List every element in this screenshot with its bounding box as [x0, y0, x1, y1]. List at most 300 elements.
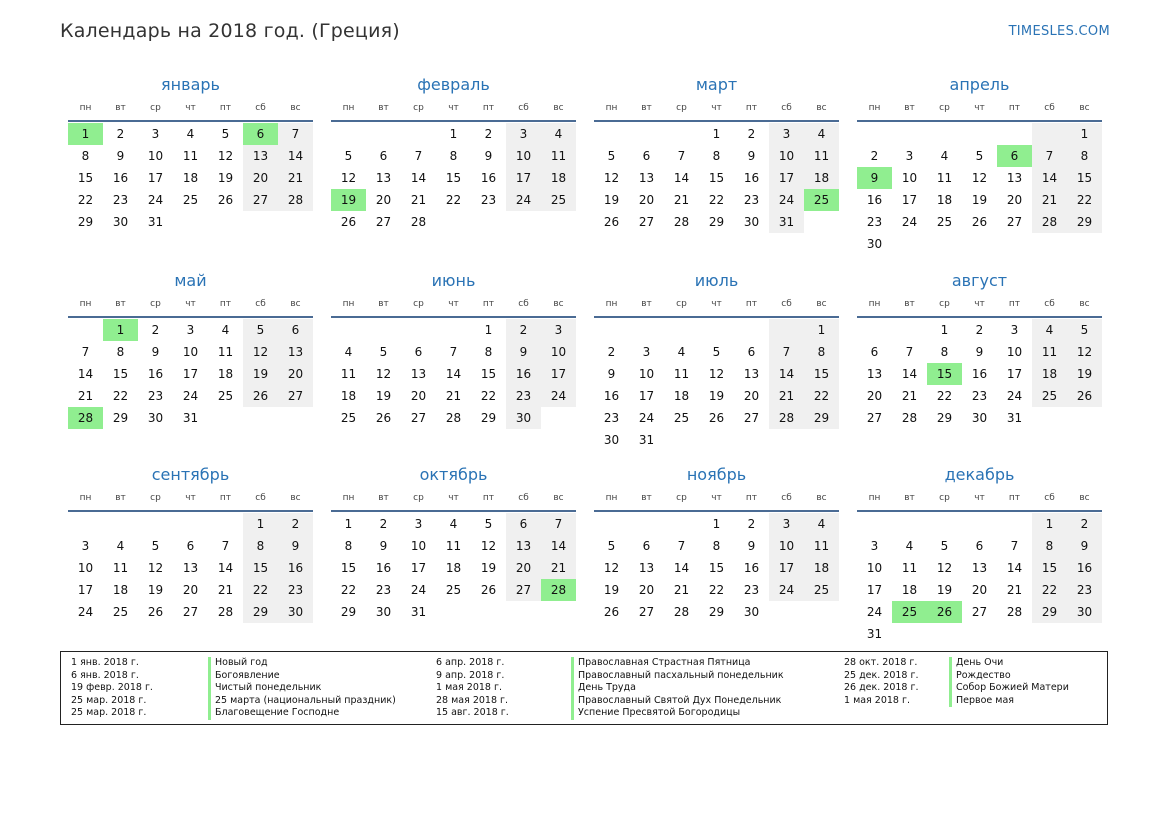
empty-day-cell	[594, 123, 629, 145]
day-cell: 5	[607, 149, 616, 163]
week-row	[331, 123, 576, 145]
holiday-dates-column	[71, 657, 153, 720]
weekday-label: сб	[518, 493, 529, 503]
day-cell: 31	[866, 627, 883, 641]
week-row	[857, 601, 1102, 623]
week-row	[331, 385, 576, 407]
day-cell: 29	[112, 411, 129, 425]
day-cell: 10	[506, 145, 541, 167]
week-row	[857, 211, 1102, 233]
day-cell: 2	[975, 323, 984, 337]
day-cell: 7	[81, 345, 90, 359]
week-row	[594, 167, 839, 189]
empty-day-cell	[366, 123, 401, 145]
day-cell: 26	[147, 605, 164, 619]
day-cell: 20	[1006, 193, 1023, 207]
day-cell: 12	[217, 149, 234, 163]
empty-day-cell	[1067, 407, 1102, 429]
week-row	[68, 363, 313, 385]
day-cell: 7	[769, 341, 804, 363]
empty-day-cell	[769, 601, 804, 623]
day-cell: 19	[243, 363, 278, 385]
holiday-name: Богоявление	[208, 670, 396, 683]
weekday-label: ср	[413, 103, 424, 113]
day-cell: 11	[901, 561, 918, 575]
day-cell: 3	[769, 123, 804, 145]
day-cell: 29	[936, 411, 953, 425]
empty-day-cell	[699, 319, 734, 341]
weekday-label: пт	[219, 493, 232, 503]
week-row	[594, 429, 839, 451]
holiday-date: 1 мая 2018 г.	[844, 694, 910, 706]
weekday-label: пт	[482, 299, 495, 309]
day-cell: 28	[1006, 605, 1023, 619]
holiday-dates-column	[844, 657, 919, 707]
day-cell: 6	[642, 149, 651, 163]
day-cell: 2	[747, 517, 756, 531]
weekday-label: вс	[553, 103, 564, 113]
day-cell: 4	[804, 513, 839, 535]
week-row	[857, 233, 1102, 255]
day-cell: 28	[673, 215, 690, 229]
empty-day-cell	[173, 211, 208, 233]
day-cell: 17	[147, 171, 164, 185]
day-cell: 2	[870, 149, 879, 163]
day-cell: 7	[677, 149, 686, 163]
day-cell: 22	[936, 389, 953, 403]
day-cell: 19	[603, 583, 620, 597]
week-row	[331, 341, 576, 363]
weekday-label: чт	[448, 299, 459, 309]
day-cell: 9	[607, 367, 616, 381]
empty-day-cell	[892, 319, 927, 341]
day-cell: 12	[936, 561, 953, 575]
day-cell: 22	[708, 583, 725, 597]
day-cell: 14	[77, 367, 94, 381]
day-cell: 6	[642, 539, 651, 553]
weekday-label: чт	[711, 299, 722, 309]
day-cell: 20	[278, 363, 313, 385]
day-cell: 19	[971, 193, 988, 207]
months-grid	[68, 74, 1102, 660]
day-cell: 24	[182, 389, 199, 403]
empty-day-cell	[629, 513, 664, 535]
day-cell: 1	[1067, 123, 1102, 145]
day-cell: 20	[182, 583, 199, 597]
day-cell: 26	[603, 605, 620, 619]
day-cell: 2	[151, 323, 160, 337]
weekday-label: ср	[676, 493, 687, 503]
day-cell: 26	[340, 215, 357, 229]
weekday-label: сб	[1044, 493, 1055, 503]
weekday-label: вт	[641, 299, 652, 309]
empty-day-cell	[541, 407, 576, 429]
day-cell: 25	[673, 411, 690, 425]
day-cell: 27	[375, 215, 392, 229]
empty-day-cell	[173, 513, 208, 535]
empty-day-cell	[892, 623, 927, 645]
day-cell: 5	[243, 319, 278, 341]
holiday-name: Успение Пресвятой Богородицы	[571, 707, 784, 720]
day-cell: 21	[901, 389, 918, 403]
day-cell: 13	[243, 145, 278, 167]
day-cell: 17	[901, 193, 918, 207]
weekday-label: пт	[482, 103, 495, 113]
day-cell: 16	[278, 557, 313, 579]
day-cell: 8	[243, 535, 278, 557]
day-cell: 18	[217, 367, 234, 381]
day-cell: 22	[1032, 579, 1067, 601]
week-row	[594, 123, 839, 145]
weekday-label: вс	[290, 103, 301, 113]
empty-day-cell	[699, 429, 734, 451]
holiday-date: 1 янв. 2018 г.	[71, 657, 139, 668]
day-cell: 24	[901, 215, 918, 229]
holiday-name: Православный Святой Дух Понедельник	[571, 695, 784, 708]
day-cell: 3	[642, 345, 651, 359]
weekday-label: пт	[1008, 299, 1021, 309]
day-cell: 30	[603, 433, 620, 447]
holiday-name: День Труда	[571, 682, 784, 695]
weekday-label: пт	[219, 299, 232, 309]
day-cell: 23	[278, 579, 313, 601]
day-cell: 3	[506, 123, 541, 145]
day-cell: 7	[414, 149, 423, 163]
day-cell: 15	[445, 171, 462, 185]
day-cell: 3	[769, 513, 804, 535]
day-cell: 29	[804, 407, 839, 429]
holiday-date: 25 дек. 2018 г.	[844, 669, 919, 681]
day-cell: 13	[971, 561, 988, 575]
day-cell: 2	[506, 319, 541, 341]
weekday-label: чт	[974, 493, 985, 503]
day-cell: 25	[804, 579, 839, 601]
day-cell: 3	[905, 149, 914, 163]
day-cell: 8	[81, 149, 90, 163]
weekday-label: сб	[781, 493, 792, 503]
day-cell: 8	[116, 345, 125, 359]
day-cell: 4	[905, 539, 914, 553]
day-cell: 12	[971, 171, 988, 185]
page-title: Календарь на 2018 год. (Греция)	[60, 20, 400, 42]
empty-day-cell	[1032, 233, 1067, 255]
day-cell: 14	[673, 561, 690, 575]
day-cell: 26	[243, 385, 278, 407]
day-cell: 6	[997, 145, 1032, 167]
day-cell: 7	[221, 539, 230, 553]
day-cell: 12	[708, 367, 725, 381]
weekday-label: ср	[939, 299, 950, 309]
day-cell: 13	[1006, 171, 1023, 185]
day-cell: 22	[708, 193, 725, 207]
day-cell: 10	[147, 149, 164, 163]
day-cell: 19	[936, 583, 953, 597]
day-cell: 16	[375, 561, 392, 575]
day-cell: 21	[541, 557, 576, 579]
weekday-label: сб	[781, 103, 792, 113]
weekday-label: сб	[518, 299, 529, 309]
weekday-label: пн	[868, 299, 881, 309]
day-cell: 5	[607, 539, 616, 553]
empty-day-cell	[927, 623, 962, 645]
month-title: декабрь	[944, 465, 1015, 484]
empty-day-cell	[68, 513, 103, 535]
day-cell: 26	[708, 411, 725, 425]
day-cell: 27	[506, 579, 541, 601]
day-cell: 24	[769, 189, 804, 211]
day-cell: 14	[278, 145, 313, 167]
day-cell: 30	[147, 411, 164, 425]
holiday-date: 26 дек. 2018 г.	[844, 682, 919, 693]
day-cell: 17	[769, 557, 804, 579]
holiday-date: 6 янв. 2018 г.	[71, 669, 139, 681]
day-cell: 16	[603, 389, 620, 403]
empty-day-cell	[997, 623, 1032, 645]
day-cell: 24	[769, 579, 804, 601]
month-title: март	[695, 75, 738, 94]
day-cell: 8	[940, 345, 949, 359]
day-cell: 26	[971, 215, 988, 229]
empty-day-cell	[1032, 623, 1067, 645]
week-row	[331, 167, 576, 189]
day-cell: 15	[804, 363, 839, 385]
day-cell: 20	[971, 583, 988, 597]
weekday-label: пт	[1008, 493, 1021, 503]
week-row	[857, 513, 1102, 535]
day-cell: 27	[243, 189, 278, 211]
empty-day-cell	[506, 211, 541, 233]
empty-day-cell	[471, 601, 506, 623]
day-cell: 17	[769, 167, 804, 189]
day-cell: 17	[182, 367, 199, 381]
weekday-label: чт	[711, 103, 722, 113]
weekday-label: пт	[745, 103, 758, 113]
day-cell: 1	[712, 127, 721, 141]
day-cell: 14	[217, 561, 234, 575]
month-title: январь	[161, 75, 220, 94]
day-cell: 11	[217, 345, 234, 359]
day-cell: 19	[480, 561, 497, 575]
day-cell: 23	[866, 215, 883, 229]
day-cell: 25	[217, 389, 234, 403]
month-calendar	[68, 464, 313, 660]
weekday-header	[331, 292, 576, 318]
day-cell: 13	[866, 367, 883, 381]
day-cell: 16	[743, 171, 760, 185]
day-cell: 24	[410, 583, 427, 597]
day-cell: 10	[638, 367, 655, 381]
day-cell: 13	[743, 367, 760, 381]
holiday-names-column	[949, 657, 1069, 707]
day-cell: 29	[1032, 601, 1067, 623]
day-cell: 25	[936, 215, 953, 229]
day-cell: 10	[410, 539, 427, 553]
weekday-header	[68, 96, 313, 122]
day-cell: 9	[857, 167, 892, 189]
day-cell: 3	[1010, 323, 1019, 337]
day-cell: 11	[340, 367, 357, 381]
empty-day-cell	[892, 233, 927, 255]
weekday-label: вт	[378, 103, 389, 113]
day-cell: 19	[708, 389, 725, 403]
day-cell: 25	[182, 193, 199, 207]
day-cell: 11	[1032, 341, 1067, 363]
holiday-date: 9 апр. 2018 г.	[436, 669, 505, 681]
day-cell: 14	[1032, 167, 1067, 189]
empty-day-cell	[997, 123, 1032, 145]
weekday-label: пн	[79, 493, 92, 503]
week-row	[331, 513, 576, 535]
day-cell: 22	[77, 193, 94, 207]
weekday-label: вт	[641, 103, 652, 113]
weekday-label: ср	[676, 299, 687, 309]
month-title: июль	[694, 271, 739, 290]
day-cell: 28	[217, 605, 234, 619]
day-cell: 6	[975, 539, 984, 553]
weekday-label: пн	[342, 103, 355, 113]
day-cell: 9	[151, 345, 160, 359]
day-cell: 22	[340, 583, 357, 597]
month-calendar	[331, 74, 576, 270]
holiday-date: 1 мая 2018 г.	[436, 682, 502, 693]
weekday-label: сб	[255, 299, 266, 309]
month-calendar	[857, 74, 1102, 270]
day-cell: 19	[375, 389, 392, 403]
weekday-header	[857, 486, 1102, 512]
day-cell: 4	[449, 517, 458, 531]
weekday-label: вс	[816, 493, 827, 503]
day-cell: 26	[217, 193, 234, 207]
day-cell: 9	[484, 149, 493, 163]
empty-day-cell	[541, 601, 576, 623]
day-cell: 15	[927, 363, 962, 385]
month-calendar	[331, 270, 576, 464]
day-cell: 8	[712, 539, 721, 553]
week-row	[68, 385, 313, 407]
day-cell: 6	[414, 345, 423, 359]
week-row	[331, 211, 576, 233]
day-cell: 8	[344, 539, 353, 553]
week-row	[68, 557, 313, 579]
empty-day-cell	[892, 123, 927, 145]
site-link[interactable]: TIMESLES.COM	[1008, 24, 1110, 39]
holiday-date: 28 окт. 2018 г.	[844, 657, 918, 668]
week-row	[594, 407, 839, 429]
weekday-label: ср	[939, 493, 950, 503]
weekday-label: вс	[290, 493, 301, 503]
holiday-date: 6 апр. 2018 г.	[436, 657, 505, 668]
weekday-label: ср	[676, 103, 687, 113]
empty-day-cell	[243, 211, 278, 233]
month-calendar	[68, 270, 313, 464]
day-cell: 3	[81, 539, 90, 553]
empty-day-cell	[664, 319, 699, 341]
holiday-date: 25 мар. 2018 г.	[71, 694, 147, 706]
day-cell: 28	[410, 215, 427, 229]
day-cell: 7	[677, 539, 686, 553]
empty-day-cell	[962, 233, 997, 255]
day-cell: 16	[971, 367, 988, 381]
day-cell: 24	[147, 193, 164, 207]
day-cell: 11	[673, 367, 690, 381]
day-cell: 16	[506, 363, 541, 385]
week-row	[594, 145, 839, 167]
day-cell: 21	[769, 385, 804, 407]
day-cell: 28	[769, 407, 804, 429]
month-title: ноябрь	[686, 465, 747, 484]
day-cell: 4	[1032, 319, 1067, 341]
empty-day-cell	[857, 123, 892, 145]
day-cell: 7	[278, 123, 313, 145]
day-cell: 15	[112, 367, 129, 381]
weekday-label: сб	[781, 299, 792, 309]
weekday-header	[594, 96, 839, 122]
day-cell: 28	[1032, 211, 1067, 233]
day-cell: 2	[747, 127, 756, 141]
empty-day-cell	[892, 513, 927, 535]
holiday-name: День Очи	[949, 657, 1069, 670]
day-cell: 23	[603, 411, 620, 425]
day-cell: 31	[147, 215, 164, 229]
day-cell: 25	[1032, 385, 1067, 407]
week-row	[594, 557, 839, 579]
empty-day-cell	[734, 319, 769, 341]
day-cell: 4	[804, 123, 839, 145]
day-cell: 7	[541, 513, 576, 535]
empty-day-cell	[664, 429, 699, 451]
holiday-name: Православный пасхальный понедельник	[571, 670, 784, 683]
weekday-label: ср	[939, 103, 950, 113]
empty-day-cell	[664, 513, 699, 535]
empty-day-cell	[68, 319, 103, 341]
day-cell: 25	[804, 189, 839, 211]
day-cell: 6	[506, 513, 541, 535]
week-row	[594, 341, 839, 363]
day-cell: 14	[541, 535, 576, 557]
day-cell: 28	[673, 605, 690, 619]
weekday-label: вс	[1079, 103, 1090, 113]
empty-day-cell	[471, 211, 506, 233]
day-cell: 25	[340, 411, 357, 425]
day-cell: 21	[1032, 189, 1067, 211]
day-cell: 18	[182, 171, 199, 185]
week-row	[68, 211, 313, 233]
day-cell: 10	[769, 535, 804, 557]
day-cell: 14	[445, 367, 462, 381]
day-cell: 19	[147, 583, 164, 597]
day-cell: 28	[901, 411, 918, 425]
weekday-header	[331, 96, 576, 122]
day-cell: 7	[449, 345, 458, 359]
day-cell: 18	[936, 193, 953, 207]
day-cell: 1	[1032, 513, 1067, 535]
day-cell: 22	[112, 389, 129, 403]
week-row	[594, 601, 839, 623]
weekday-header	[68, 486, 313, 512]
weekday-label: вт	[904, 103, 915, 113]
day-cell: 9	[116, 149, 125, 163]
day-cell: 2	[607, 345, 616, 359]
day-cell: 30	[112, 215, 129, 229]
empty-day-cell	[769, 429, 804, 451]
week-row	[594, 579, 839, 601]
day-cell: 19	[217, 171, 234, 185]
week-row	[68, 341, 313, 363]
holiday-name: Чистый понедельник	[208, 682, 396, 695]
day-cell: 21	[1006, 583, 1023, 597]
day-cell: 6	[243, 123, 278, 145]
week-row	[331, 363, 576, 385]
